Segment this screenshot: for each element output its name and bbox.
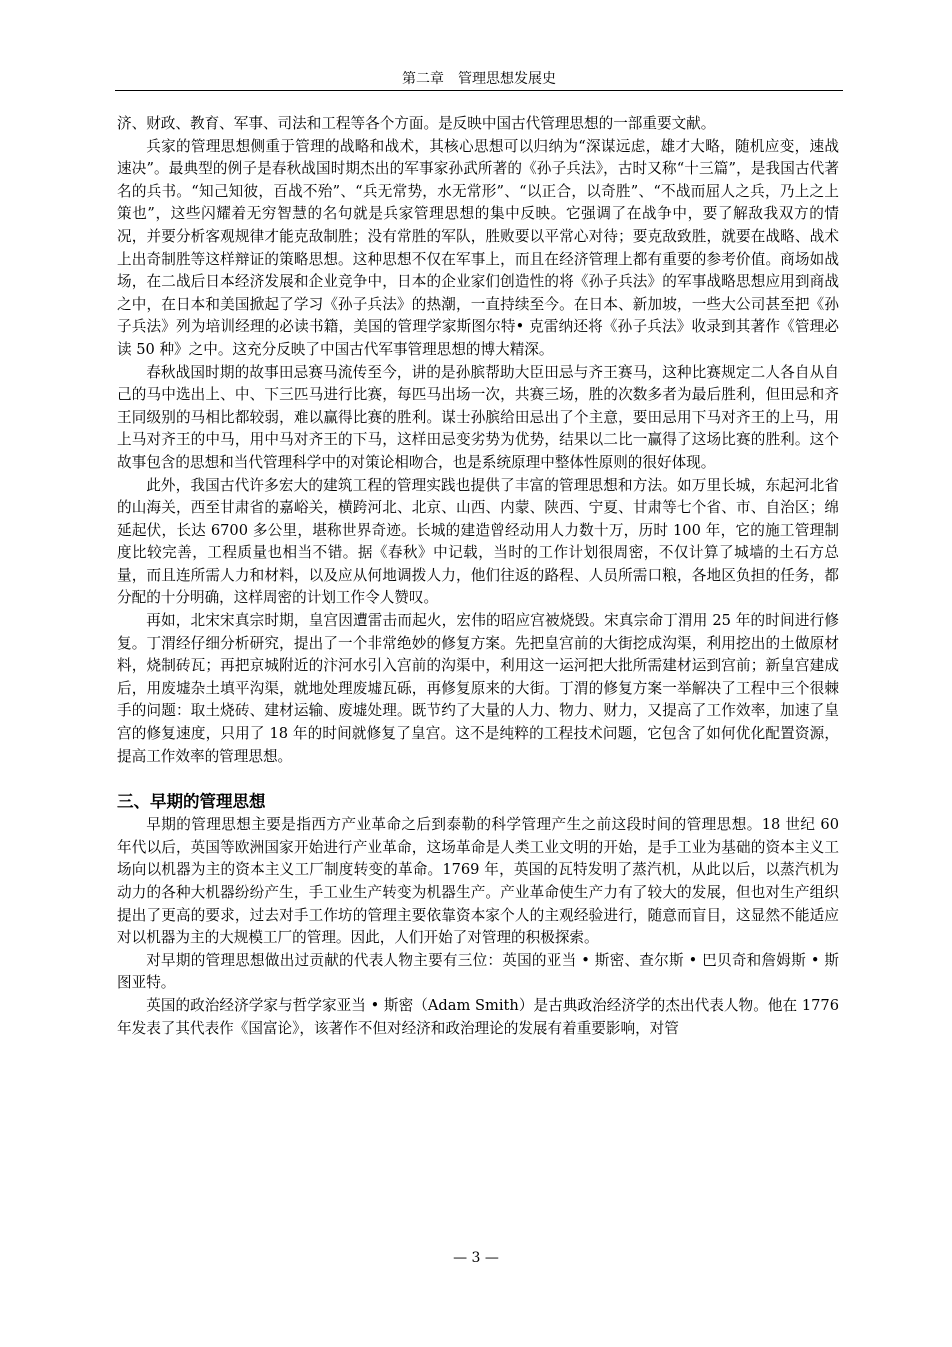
paragraph-palace-repair: 再如，北宋宋真宗时期，皇宫因遭雷击而起火，宏伟的昭应宫被烧毁。宋真宗命丁渭用 25 年的时间进行修复。丁渭经仔细分析研究，提出了一个非常绝妙的修复方案。先把皇宫前的大街挖成沟渠，利用挖出的土做原材料，烧制砖瓦；再把京城附近的汴河水引入宫前的沟渠中，利用这一运河把大批所需建材运到宫前；新皇宫建成后，用废墟杂土填平沟渠，就地处理废墟瓦砾，再修复原来的大街。丁渭的修复方案一举解决了工程中三个很棘手的问题：取土烧砖、建材运输、废墟处理。既节约了大量的人力、物力、财力，又提高了工作效率，加速了皇宫的修复速度，只用了 18 年的时间就修复了皇宫。这不是纯粹的工程技术问题，它包含了如何优化配置资源，提高工作效率的管理思想。 — [117, 612, 839, 765]
section-heading: 三、早期的管理思想 — [117, 792, 266, 812]
paragraph-early-management: 早期的管理思想主要是指西方产业革命之后到泰勒的科学管理产生之前这段时间的管理思想。18 世纪 60 年代以后，英国等欧洲国家开始进行产业革命，这场革命是人类工业文明的开始，是手工业为基础的资本主义工场向以机器为主的资本主义工厂制度转变的革命。1769 年，英国的瓦特发明了蒸汽机，从此以后，以蒸汽机为动力的各种大机器纷纷产生，手工业生产转变为机器生产。产业革命使生产力有了较大的发展，但也对生产组织提出了更高的要求，过去对手工作坊的管理主要依靠资本家个人的主观经验进行，随意而盲目，这显然不能适应对以机器为主的大规模工厂的管理。因此，人们开始了对管理的积极探索。 — [117, 816, 839, 947]
running-header: 第二章 管理思想发展史 — [402, 71, 556, 87]
header-rule — [115, 90, 843, 91]
paragraph-adam-smith: 英国的政治经济学家与哲学家亚当 • 斯密（Adam Smith）是古典政治经济学的杰出代表人物。他在 1776 年发表了其代表作《国富论》，该著作不但对经济和政治理论的发展有着重要影响，对管 — [117, 996, 839, 1037]
paragraph-horse-race: 春秋战国时期的故事田忌赛马流传至今，讲的是孙膑帮助大臣田忌与齐王赛马，这种比赛规定二人各自从自己的马中选出上、中、下三匹马进行比赛，每匹马出场一次，共赛三场，胜的次数多者为最后胜利，但田忌和齐王同级别的马相比都较弱，难以赢得比赛的胜利。谋士孙膑给田忌出了个主意，要田忌用下马对齐王的上马，用上马对齐王的中马，用中马对齐王的下马，这样田忌变劣势为优势，结果以二比一赢得了这场比赛的胜利。这个故事包含的思想和当代管理科学中的对策论相吻合，也是系统原理中整体性原则的很好体现。 — [117, 363, 839, 471]
paragraph-great-wall: 此外，我国古代许多宏大的建筑工程的管理实践也提供了丰富的管理思想和方法。如万里长城，东起河北省的山海关，西至甘肃省的嘉峪关，横跨河北、北京、山西、内蒙、陕西、宁夏、甘肃等七个省、市、自治区；绵延起伏，长达 6700 多公里，堪称世界奇迹。长城的建造曾经动用人力数十万，历时 100 年，它的施工管理制度比较完善，工程质量也相当不错。据《春秋》中记载，当时的工作计划很周密，不仅计算了城墙的土石方总量，而且连所需人力和材料，以及应从何地调拨人力，他们往返的路程、人员所需口粮，各地区负担的任务，都分配的十分明确，这样周密的计划工作令人赞叹。 — [117, 476, 839, 607]
paragraph-continuation: 济、财政、教育、军事、司法和工程等各个方面。是反映中国古代管理思想的一部重要文献。 — [117, 115, 716, 132]
paragraph-representatives: 对早期的管理思想做出过贡献的代表人物主要有三位：英国的亚当 • 斯密、查尔斯 • 巴贝奇和詹姆斯 • 斯图亚特。 — [117, 951, 839, 992]
body-text — [117, 113, 839, 1040]
paragraph-military-thought: 兵家的管理思想侧重于管理的战略和战术，其核心思想可以归纳为“深谋远虑，雄才大略，随机应变，速战速决”。最典型的例子是春秋战国时期杰出的军事家孙武所著的《孙子兵法》，古时又称“十三篇”，是我国古代著名的兵书。“知己知彼，百战不殆”、“兵无常势，水无常形”、“以正合，以奇胜”、“不战而屈人之兵，乃上之上策也”，这些闪耀着无穷智慧的名句就是兵家管理思想的集中反映。它强调了在战争中，要了解敌我双方的情况，并要分析客观规律才能克敌制胜；没有常胜的军队，胜败要以平常心对待；要克敌致胜，就要在战略、战术上出奇制胜等这样辩证的策略思想。这种思想不仅在军事上，而且在经济管理上都有重要的参考价值。商场如战场，在二战后日本经济发展和企业竞争中，日本的企业家们创造性的将《孙子兵法》的军事战略思想应用到商战之中，在日本和美国掀起了学习《孙子兵法》的热潮，一直持续至今。在日本、新加坡，一些大公司甚至把《孙子兵法》列为培训经理的必读书籍，美国的管理学家斯图尔特• 克雷纳还将《孙子兵法》收录到其著作《管理必读 50 种》之中。这充分反映了中国古代军事管理思想的博大精深。 — [117, 137, 839, 358]
page-number: — 3 — — [453, 1250, 499, 1266]
